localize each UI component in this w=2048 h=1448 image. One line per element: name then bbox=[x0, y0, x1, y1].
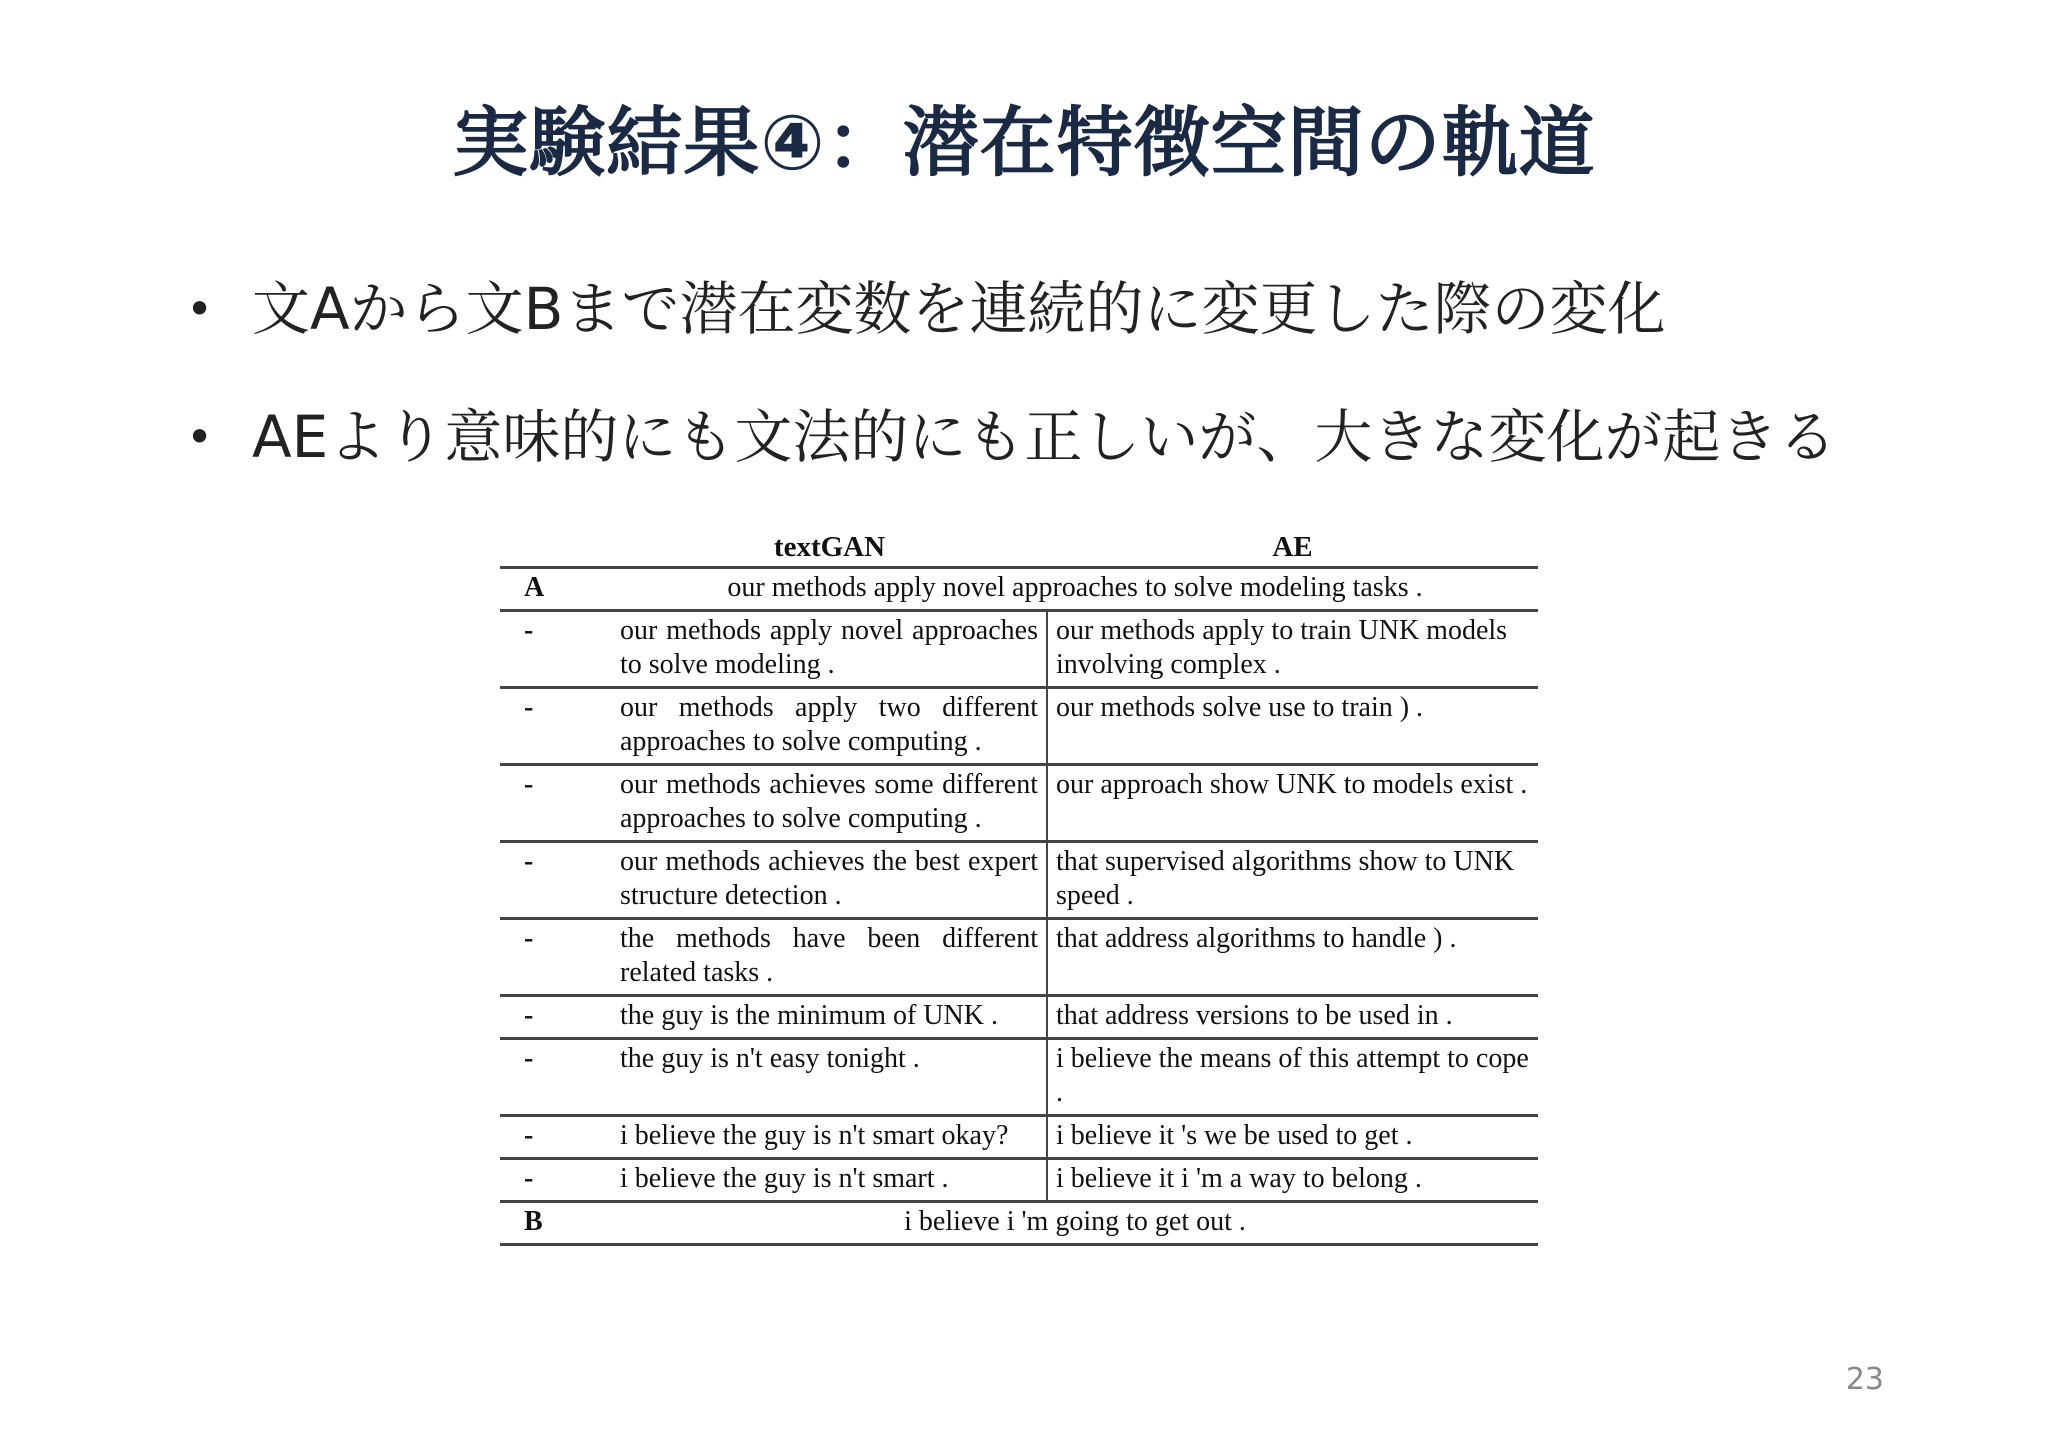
table-row bbox=[500, 611, 1538, 688]
row-mark: - bbox=[500, 1039, 612, 1116]
ae-cell: our approach show UNK to models exist . bbox=[1047, 765, 1538, 842]
row-mark: - bbox=[500, 1159, 612, 1202]
bullet-item bbox=[182, 270, 1836, 398]
table-row bbox=[500, 1159, 1538, 1202]
table-row-end bbox=[500, 1202, 1538, 1245]
row-mark: B bbox=[500, 1202, 612, 1245]
textgan-cell: our methods achieves some different approaches to solve computing . bbox=[612, 765, 1047, 842]
bullet-text: 文Aから文Bまで潜在変数を連続的に変更した際の変化 bbox=[252, 275, 1666, 343]
textgan-cell: i believe the guy is n't smart . bbox=[612, 1159, 1047, 1202]
end-sentence: i believe i 'm going to get out . bbox=[612, 1202, 1538, 1245]
textgan-cell: our methods apply two different approaches to solve computing . bbox=[612, 688, 1047, 765]
textgan-cell: i believe the guy is n't smart okay? bbox=[612, 1116, 1047, 1159]
ae-cell: our methods solve use to train ) . bbox=[1047, 688, 1538, 765]
row-mark: - bbox=[500, 919, 612, 996]
table-row bbox=[500, 996, 1538, 1039]
textgan-cell: the methods have been different related tasks . bbox=[612, 919, 1047, 996]
table-row bbox=[500, 1039, 1538, 1116]
table-header-textgan: textGAN bbox=[773, 531, 886, 563]
row-mark: - bbox=[500, 842, 612, 919]
textgan-cell: the guy is n't easy tonight . bbox=[612, 1039, 1047, 1116]
row-mark: - bbox=[500, 765, 612, 842]
row-mark: - bbox=[500, 996, 612, 1039]
ae-cell: that supervised algorithms show to UNK speed . bbox=[1047, 842, 1538, 919]
ae-cell: our methods apply to train UNK models involving complex . bbox=[1047, 611, 1538, 688]
ae-cell: i believe the means of this attempt to cope . bbox=[1047, 1039, 1538, 1116]
table-row bbox=[500, 688, 1538, 765]
ae-cell: i believe it 's we be used to get . bbox=[1047, 1116, 1538, 1159]
textgan-cell: our methods apply novel approaches to solve modeling . bbox=[612, 611, 1047, 688]
row-mark: - bbox=[500, 611, 612, 688]
page-number: 23 bbox=[1845, 1362, 1884, 1397]
textgan-cell: our methods achieves the best expert structure detection . bbox=[612, 842, 1047, 919]
table-row bbox=[500, 919, 1538, 996]
slide-title: 実験結果④：潜在特徴空間の軌道 bbox=[452, 98, 1596, 187]
table-header-mark bbox=[500, 530, 612, 568]
row-mark: A bbox=[500, 568, 612, 611]
table-row bbox=[500, 765, 1538, 842]
table-row-start bbox=[500, 568, 1538, 611]
table-row bbox=[500, 842, 1538, 919]
row-mark: - bbox=[500, 688, 612, 765]
table-header-ae: AE bbox=[1272, 531, 1313, 563]
ae-cell: i believe it i 'm a way to belong . bbox=[1047, 1159, 1538, 1202]
bullet-item bbox=[182, 398, 1836, 526]
bullet-text: AEより意味的にも文法的にも正しいが、大きな変化が起きる bbox=[252, 403, 1837, 471]
row-mark: - bbox=[500, 1116, 612, 1159]
ae-cell: that address versions to be used in . bbox=[1047, 996, 1538, 1039]
interpolation-table-figure bbox=[500, 530, 1538, 1246]
table-header-row bbox=[500, 530, 1538, 568]
bullet-list bbox=[182, 270, 1836, 526]
start-sentence: our methods apply novel approaches to solve modeling tasks . bbox=[612, 568, 1538, 611]
bullet-icon: • bbox=[186, 410, 214, 464]
table-row bbox=[500, 1116, 1538, 1159]
ae-cell: that address algorithms to handle ) . bbox=[1047, 919, 1538, 996]
textgan-cell: the guy is the minimum of UNK . bbox=[612, 996, 1047, 1039]
interpolation-table bbox=[500, 530, 1538, 1246]
bullet-icon: • bbox=[186, 282, 214, 336]
